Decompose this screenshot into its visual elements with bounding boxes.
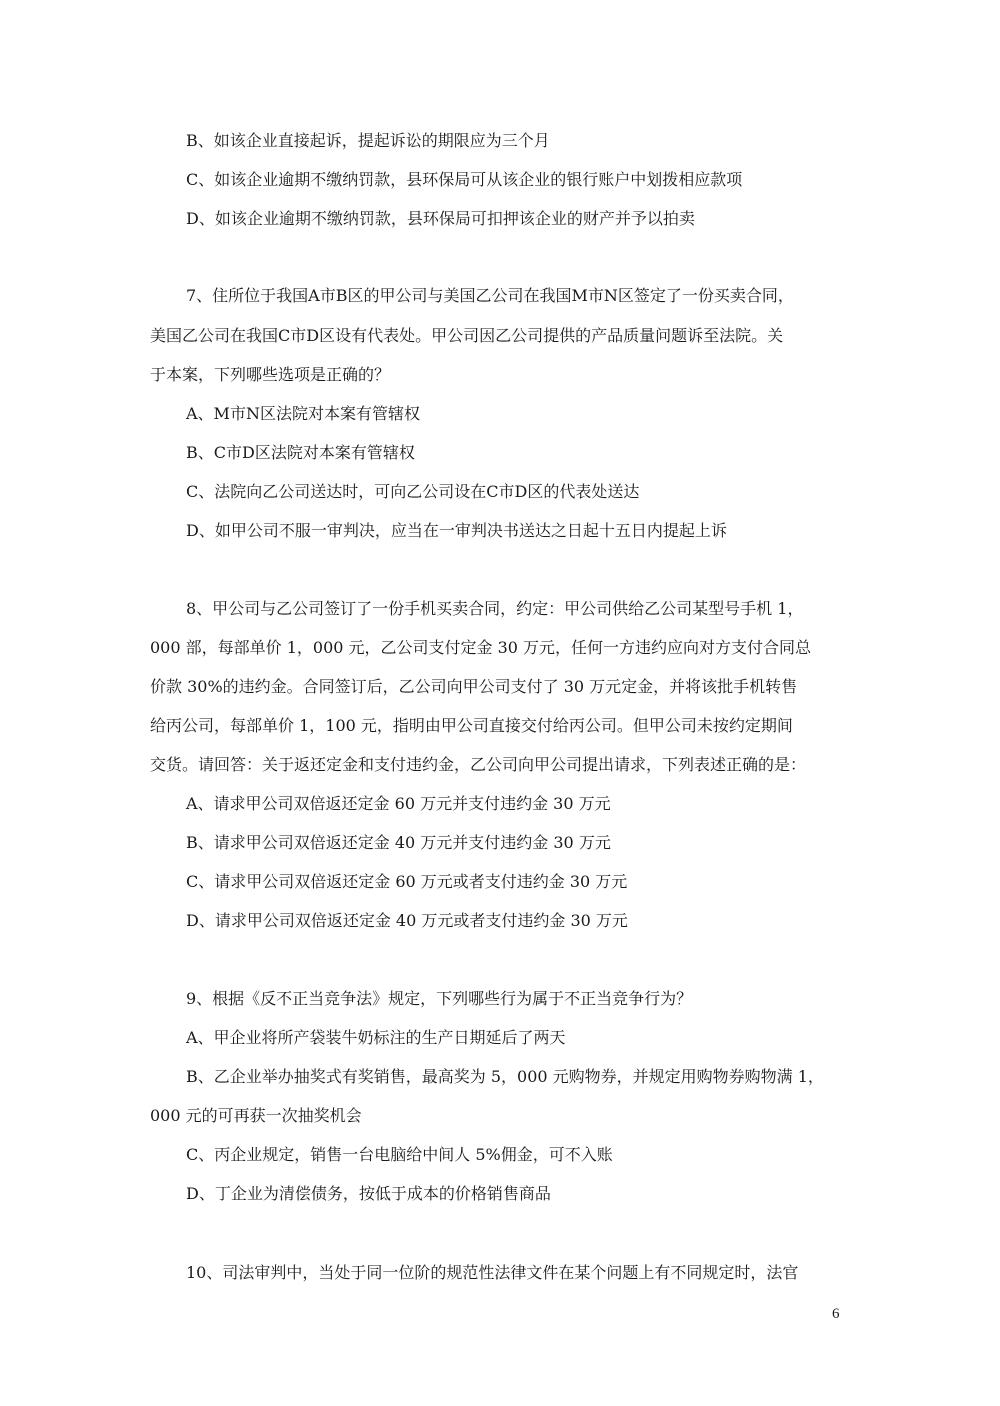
q7-option-d: D、如甲公司不服一审判决，应当在一审判决书送达之日起十五日内提起上诉 — [186, 521, 727, 540]
q6-option-b: B、如该企业直接起诉，提起诉讼的期限应为三个月 — [186, 131, 550, 150]
q8-option-c: C、请求甲公司双倍返还定金 60 万元或者支付违约金 30 万元 — [186, 872, 628, 891]
q7-stem-line-2: 美国乙公司在我国C市D区设有代表处。甲公司因乙公司提供的产品质量问题诉至法院。关 — [150, 326, 784, 345]
q9-stem-line-1: 9、根据《反不正当竞争法》规定，下列哪些行为属于不正当竞争行为？ — [186, 989, 693, 1008]
q7-option-b: B、C市D区法院对本案有管辖权 — [186, 443, 415, 462]
q8-stem-line-3: 价款 30%的违约金。合同签订后，乙公司向甲公司支付了 30 万元定金，并将该批手机转售 — [150, 677, 798, 696]
q8-option-b: B、请求甲公司双倍返还定金 40 万元并支付违约金 30 万元 — [186, 833, 611, 852]
q9-option-b-line-2: 000 元的可再获一次抽奖机会 — [150, 1106, 362, 1125]
q7-stem-line-3: 于本案，下列哪些选项是正确的？ — [150, 365, 391, 384]
q9-option-d: D、丁企业为清偿债务，按低于成本的价格销售商品 — [186, 1184, 551, 1203]
q8-option-d: D、请求甲公司双倍返还定金 40 万元或者支付违约金 30 万元 — [186, 911, 628, 930]
q8-stem-line-5: 交货。请回答：关于返还定金和支付违约金，乙公司向甲公司提出请求，下列表述正确的是： — [150, 755, 807, 774]
q9-option-a: A、甲企业将所产袋装牛奶标注的生产日期延后了两天 — [186, 1028, 566, 1047]
q8-option-a: A、请求甲公司双倍返还定金 60 万元并支付违约金 30 万元 — [186, 794, 611, 813]
page-number: 6 — [832, 1306, 840, 1322]
q7-option-c: C、法院向乙公司送达时，可向乙公司设在C市D区的代表处送达 — [186, 482, 640, 501]
q7-option-a: A、M市N区法院对本案有管辖权 — [186, 404, 420, 423]
q10-stem-line-1: 10、司法审判中，当处于同一位阶的规范性法律文件在某个问题上有不同规定时，法官 — [186, 1263, 799, 1282]
q9-option-c: C、丙企业规定，销售一台电脑给中间人 5%佣金，可不入账 — [186, 1145, 613, 1164]
q6-option-d: D、如该企业逾期不缴纳罚款，县环保局可扣押该企业的财产并予以拍卖 — [186, 209, 695, 228]
q8-stem-line-1: 8、甲公司与乙公司签订了一份手机买卖合同，约定：甲公司供给乙公司某型号手机 1， — [186, 599, 804, 618]
q7-stem-line-1: 7、住所位于我国A市B区的甲公司与美国乙公司在我国M市N区签定了一份买卖合同， — [186, 286, 794, 305]
q8-stem-line-2: 000 部，每部单价 1，000 元，乙公司支付定金 30 万元，任何一方违约应向对方支付合同总 — [150, 638, 812, 657]
q6-option-c: C、如该企业逾期不缴纳罚款，县环保局可从该企业的银行账户中划拨相应款项 — [186, 170, 743, 189]
q9-option-b-line-1: B、乙企业举办抽奖式有奖销售，最高奖为 5，000 元购物券，并规定用购物券购物满 1， — [186, 1067, 824, 1086]
q8-stem-line-4: 给丙公司，每部单价 1，100 元，指明由甲公司直接交付给丙公司。但甲公司未按约定期间 — [150, 716, 793, 735]
